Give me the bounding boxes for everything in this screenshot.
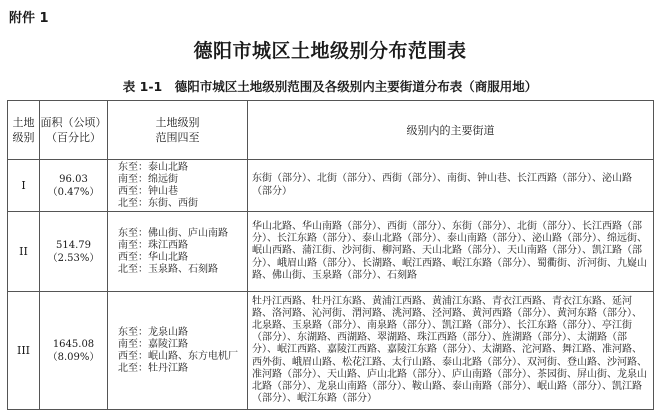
bound-east: 东至：龙泉山路 xyxy=(118,326,188,338)
bound-west: 西至：钟山巷 xyxy=(118,185,178,197)
bound-south: 南至：绵远街 xyxy=(118,173,178,185)
table-row-level-2 xyxy=(8,212,654,292)
table-caption: 表 1-1 德阳市城区土地级别范围及各级别内主要街道分布表（商服用地） xyxy=(122,79,538,94)
table-row-level-3 xyxy=(8,292,654,410)
header-streets: 级别内的主要街道 xyxy=(248,101,654,160)
bounds-cell xyxy=(108,212,248,292)
land-level-table xyxy=(7,100,654,410)
attachment-label: 附件 1 xyxy=(9,11,49,26)
area-value: 514.79 xyxy=(56,239,91,251)
table-row-level-1 xyxy=(8,160,654,212)
header-area xyxy=(40,101,108,160)
bound-west: 西至：岷山路、东方电机厂 xyxy=(118,350,238,362)
level-cell: III xyxy=(8,292,40,410)
streets-cell: 东街（部分）、北街（部分）、西街（部分）、南街、钟山巷、长江西路（部分）、泌山路（部分） xyxy=(248,160,654,212)
header-area-line2: （百分比） xyxy=(46,131,101,144)
area-percent: （0.47%） xyxy=(47,186,100,198)
area-cell xyxy=(40,212,108,292)
header-area-line1: 面积（公顷） xyxy=(40,116,107,129)
header-level-line1: 土地 xyxy=(12,116,35,129)
area-percent: （2.53%） xyxy=(47,252,100,264)
area-cell xyxy=(40,292,108,410)
area-cell xyxy=(40,160,108,212)
area-value: 96.03 xyxy=(59,173,88,185)
bound-north: 北至：东街、西街 xyxy=(118,197,198,209)
level-cell: I xyxy=(8,160,40,212)
page-title: 德阳市城区土地级别分布范围表 xyxy=(193,40,467,62)
level-cell: II xyxy=(8,212,40,292)
bound-south: 南至：嘉陵江路 xyxy=(118,338,188,350)
streets-cell: 华山北路、华山南路（部分）、西街（部分）、东街（部分）、北街（部分）、长江西路（部分）、长江东路（部分）、泰山北路（部分）、泰山南路（部分）、泌山路（部分）、绵远街、岷山西路、蒲江街、沙河街、柳河路、天山北路（部分）、天山南路（部分）、凯江路（部分）、峨眉山路（部分）、长湖路、岷江西路、岷江东路（部分）、蜀衢街、沂河街、九嶷山路、佛山街、玉泉路（部分）、石刻路 xyxy=(248,212,654,292)
bound-south: 南至：珠江西路 xyxy=(118,239,188,251)
bound-east: 东至：泰山北路 xyxy=(118,161,188,173)
bounds-cell xyxy=(108,292,248,410)
table-header-row xyxy=(8,101,654,160)
area-value: 1645.08 xyxy=(52,338,95,350)
header-bounds xyxy=(108,101,248,160)
bound-north: 北至：牡丹江路 xyxy=(118,362,188,374)
bounds-cell xyxy=(108,160,248,212)
bound-west: 西至：华山北路 xyxy=(118,251,188,263)
header-bounds-line2: 范围四至 xyxy=(155,131,200,144)
header-level-line2: 级别 xyxy=(12,131,35,144)
area-percent: （8.09%） xyxy=(47,351,100,363)
bound-east: 东至：佛山街、庐山南路 xyxy=(118,227,228,239)
bound-north: 北至：玉泉路、石刻路 xyxy=(118,263,218,275)
streets-cell: 牡丹江西路、牡丹江东路、黄浦江西路、黄浦江东路、青衣江西路、青衣江东路、延河路、洛河路、沁河街、渭河路、洮河路、泾河路、黄河西路（部分）、黄河东路（部分）、北泉路、玉泉路（部分）、南泉路（部分）、凯江路（部分）、长江东路（部分）、亭江街（部分）、东湖路、西湖路、翠湖路、珠江西路（部分）、旌湖路（部分）、太湖路（部分）、岷江西路、嘉陵江西路、嘉陵江东路（部分）、太湖路、沱河路、舞江路、准河路、西外街、峨眉山路、松花江路、太行山路、泰山北路（部分）、双河街、登山路、沙河路、准河路（部分）、天山路、庐山北路（部分）、庐山南路（部分）、茶园街、屏山街、龙泉山北路（部分）、龙泉山南路（部分）、鞍山路、泰山南路（部分）、岷山路（部分）、凯江路（部分）、岷江东路（部分） xyxy=(248,292,654,410)
header-level xyxy=(8,101,40,160)
header-bounds-line1: 土地级别 xyxy=(155,116,200,129)
